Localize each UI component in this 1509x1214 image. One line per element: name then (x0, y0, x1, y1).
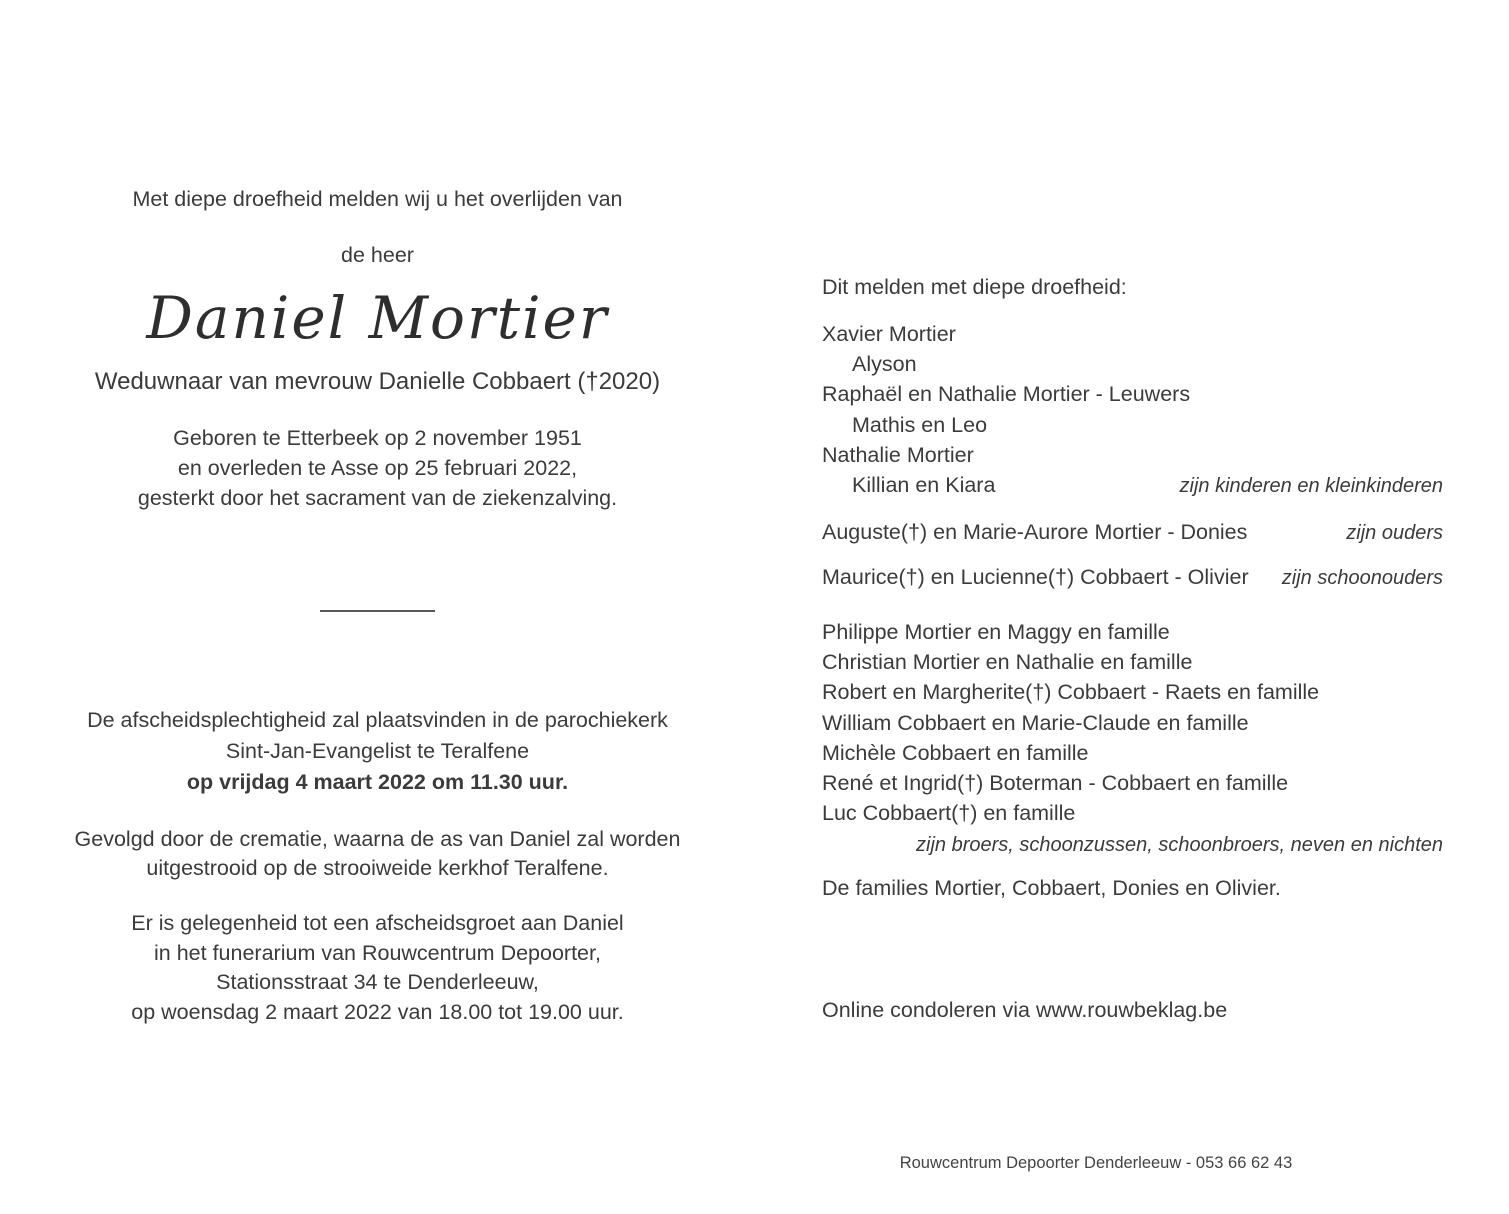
kin-name: Robert en Margherite(†) Cobbaert - Raets en famille (822, 680, 1320, 705)
kin-row (822, 440, 1443, 470)
kin-name: Mathis en Leo (852, 412, 988, 437)
ceremony-date-line: op vrijdag 4 maart 2022 om 11.30 uur. (186, 770, 569, 794)
kin-name: Nathalie Mortier (822, 442, 974, 467)
announcement-heading: Dit melden met diepe droefheid: (822, 275, 1127, 299)
funerarium-line: in het funerarium van Rouwcentrum Depoorter, (154, 940, 601, 965)
kin-row (822, 319, 1443, 349)
ceremony-block (55, 705, 700, 798)
kin-row (822, 410, 1443, 440)
kin-row (822, 470, 1443, 501)
kin-name: Luc Cobbaert(†) en famille (822, 801, 1076, 826)
parents-names: Auguste(†) en Marie-Aurore Mortier - Donies (822, 520, 1248, 544)
kin-name: William Cobbaert en Marie-Claude en famille (822, 710, 1249, 735)
kin-name: Xavier Mortier (822, 322, 956, 346)
children-list (822, 319, 1443, 501)
sacrament-line: gesterkt door het sacrament van de ziekenzalving. (137, 486, 618, 510)
kin-name: Raphaël en Nathalie Mortier - Leuwers (822, 382, 1191, 407)
death-line: en overleden te Asse op 25 februari 2022, (177, 456, 578, 480)
children-relation-label: zijn kinderen en kleinkinderen (1179, 475, 1443, 498)
kin-row (822, 738, 1443, 768)
intro-line: Met diepe droefheid melden wij u het overlijden van (132, 187, 623, 211)
parents-in-law-names: Maurice(†) en Lucienne(†) Cobbaert - Olivier (822, 565, 1249, 589)
ash-scatter-line: uitgestrooid op de strooiweide kerkhof Teralfene. (146, 856, 609, 880)
deceased-name: Daniel Mortier (146, 284, 609, 352)
farewell-visit-block (55, 909, 700, 1027)
kin-name: Michèle Cobbaert en famille (822, 740, 1089, 765)
siblings-relation-label: zijn broers, schoonzussen, schoonbroers, neven en nichten (916, 834, 1443, 856)
cremation-block (55, 825, 700, 883)
address-line: Stationsstraat 34 te Denderleeuw, (216, 970, 539, 994)
kin-row (822, 708, 1443, 738)
kin-name: René et Ingrid(†) Boterman - Cobbaert en famille (822, 771, 1289, 796)
farewell-line: Er is gelegenheid tot een afscheidsgroet aan Daniel (131, 911, 624, 935)
life-dates-block (55, 423, 700, 513)
kin-row (822, 768, 1443, 798)
kin-name: Philippe Mortier en Maggy en famille (822, 620, 1170, 644)
kin-row (822, 617, 1443, 647)
kin-row (822, 379, 1443, 409)
section-divider (320, 610, 435, 612)
families-line: De families Mortier, Cobbaert, Donies en Olivier. (822, 876, 1281, 900)
parents-in-law-row (822, 562, 1443, 593)
ceremony-church-line: Sint-Jan-Evangelist te Teralfene (225, 739, 530, 763)
birth-line: Geboren te Etterbeek op 2 november 1951 (173, 426, 582, 450)
kin-row (822, 349, 1443, 379)
parents-relation-label: zijn ouders (1346, 522, 1443, 544)
parents-row (822, 517, 1443, 548)
parents-in-law-relation-label: zijn schoonouders (1281, 567, 1443, 589)
cremation-line: Gevolgd door de crematie, waarna de as van Daniel zal worden (74, 827, 681, 851)
kin-row (822, 798, 1443, 828)
kin-row (822, 677, 1443, 707)
visit-date-line: op woensdag 2 maart 2022 van 18.00 tot 19.00 uur. (131, 999, 624, 1024)
kin-name: Christian Mortier en Nathalie en famille (822, 650, 1193, 675)
kin-row (822, 647, 1443, 677)
kin-name: Killian en Kiara (852, 473, 996, 498)
kin-name: Alyson (852, 352, 917, 377)
funeral-home-footer: Rouwcentrum Depoorter Denderleeuw - 053 66 62 43 (899, 1154, 1293, 1172)
online-condolence-line: Online condoleren via www.rouwbeklag.be (822, 998, 1228, 1022)
salutation-line: de heer (341, 243, 414, 267)
ceremony-line: De afscheidsplechtigheid zal plaatsvinden in de parochiekerk (87, 708, 668, 732)
siblings-list (822, 617, 1443, 828)
widower-line: Weduwnaar van mevrouw Danielle Cobbaert (†2020) (94, 368, 661, 395)
